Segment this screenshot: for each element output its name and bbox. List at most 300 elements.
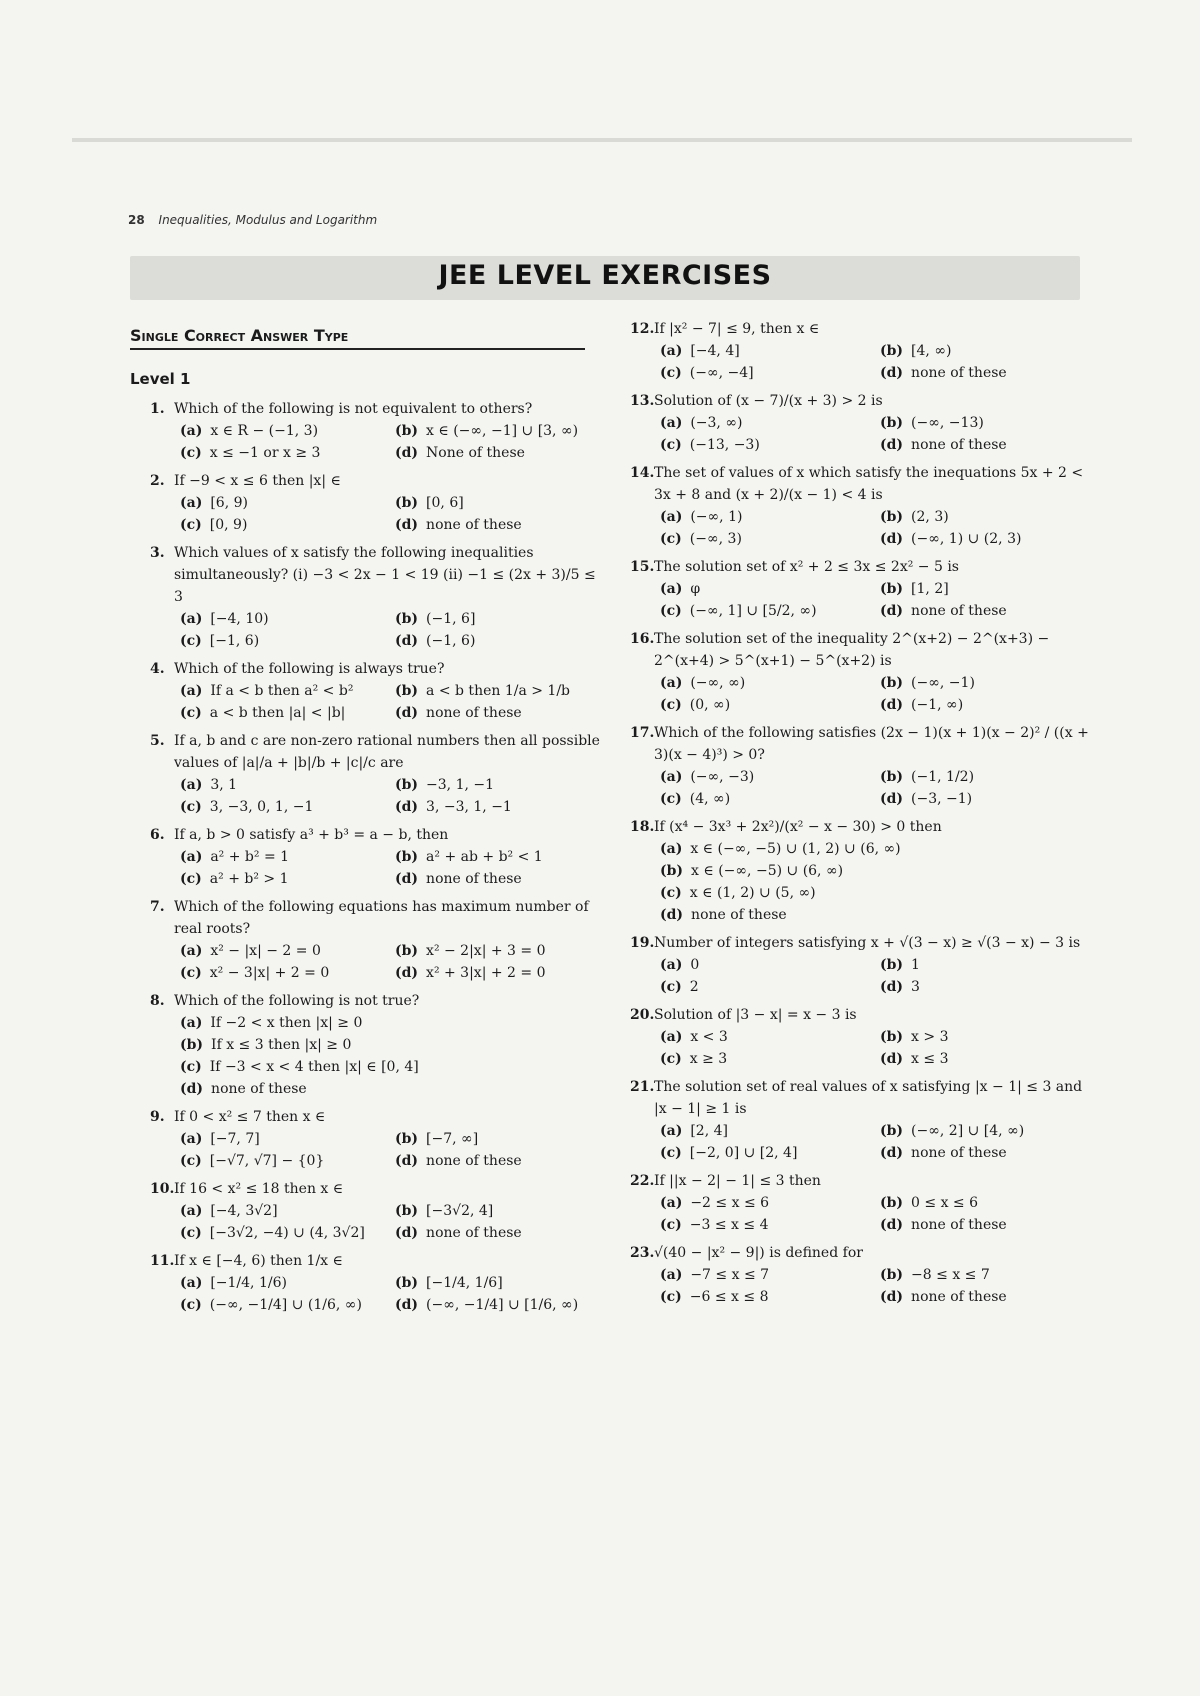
option-text: x < 3	[690, 1029, 728, 1045]
option-text: (4, ∞)	[689, 791, 731, 807]
option-label: (a)	[660, 343, 683, 359]
option-item	[180, 1034, 600, 1056]
option-item	[180, 608, 385, 630]
question-item	[150, 470, 600, 536]
option-text: [−3√2, −4) ∪ (4, 3√2]	[209, 1225, 365, 1241]
option-item	[180, 1128, 385, 1150]
option-label: (c)	[180, 1225, 202, 1241]
option-label: (a)	[660, 415, 683, 431]
options-grid	[180, 1012, 600, 1100]
option-text: (−1, 6]	[426, 611, 476, 627]
option-text: [1, 2]	[911, 581, 949, 597]
exercise-banner	[130, 256, 1080, 300]
option-label: (a)	[660, 509, 683, 525]
option-label: (b)	[880, 509, 904, 525]
question-number: 12.	[630, 321, 655, 337]
option-label: (a)	[180, 1203, 203, 1219]
option-item	[660, 1264, 870, 1286]
option-text: 0	[690, 957, 700, 973]
question-body	[654, 556, 1090, 622]
option-text: x² − 2|x| + 3 = 0	[426, 943, 546, 959]
question-text: The set of values of x which satisfy the inequations 5x + 2 < 3x + 8 and (x + 2)/(x − 1) < 4 is	[654, 465, 1084, 503]
option-text: (−∞, −1)	[911, 675, 975, 691]
option-item	[880, 528, 1090, 550]
option-item	[180, 1150, 385, 1172]
option-label: (c)	[180, 871, 202, 887]
question-body	[174, 896, 600, 984]
option-label: (b)	[395, 1131, 419, 1147]
question-item	[630, 816, 1090, 926]
option-label: (b)	[180, 1037, 204, 1053]
option-item	[180, 868, 385, 890]
option-label: (a)	[660, 1267, 683, 1283]
option-label: (a)	[660, 769, 683, 785]
option-item	[180, 1222, 385, 1244]
question-number: 5.	[150, 733, 165, 749]
option-item	[880, 362, 1090, 384]
question-number: 19.	[630, 935, 655, 951]
option-text: [−3√2, 4]	[426, 1203, 494, 1219]
option-label: (b)	[880, 1195, 904, 1211]
page-number: 28	[128, 213, 145, 227]
option-item	[395, 846, 600, 868]
option-label: (a)	[180, 611, 203, 627]
option-label: (a)	[660, 841, 683, 857]
question-body	[654, 722, 1090, 810]
level-title: Level 1	[130, 370, 191, 388]
options-grid	[660, 838, 1090, 926]
option-item	[180, 442, 385, 464]
option-label: (d)	[880, 1217, 904, 1233]
option-label: (d)	[880, 437, 904, 453]
question-text: If a, b and c are non-zero rational numbers then all possible values of |a|/a + |b|/b + |c|/c are	[174, 733, 600, 771]
book-title: Inequalities, Modulus and Logarithm	[158, 213, 378, 227]
option-text: −3, 1, −1	[426, 777, 495, 793]
question-item	[150, 1106, 600, 1172]
options-grid	[180, 846, 600, 890]
options-grid	[180, 420, 600, 464]
question-text: Which of the following is not true?	[174, 993, 420, 1009]
option-text: none of these	[426, 705, 522, 721]
option-item	[660, 506, 870, 528]
option-item	[880, 1120, 1090, 1142]
option-item	[180, 1056, 600, 1078]
question-number: 15.	[630, 559, 655, 575]
option-text: [4, ∞)	[911, 343, 952, 359]
option-item	[880, 600, 1090, 622]
question-number: 13.	[630, 393, 655, 409]
option-item	[880, 1192, 1090, 1214]
option-label: (b)	[880, 769, 904, 785]
option-label: (c)	[180, 705, 202, 721]
option-text: x ∈ R − (−1, 3)	[210, 423, 319, 439]
option-text: (−1, ∞)	[911, 697, 964, 713]
option-text: [−4, 4]	[690, 343, 740, 359]
option-label: (b)	[880, 1123, 904, 1139]
option-text: [2, 4]	[690, 1123, 728, 1139]
option-item	[880, 1264, 1090, 1286]
option-text: x ∈ (−∞, −5) ∪ (6, ∞)	[691, 863, 844, 879]
option-label: (d)	[660, 907, 684, 923]
option-item	[880, 1214, 1090, 1236]
option-label: (d)	[880, 1289, 904, 1305]
option-label: (d)	[880, 697, 904, 713]
option-label: (c)	[660, 365, 682, 381]
option-item	[395, 608, 600, 630]
option-item	[180, 1200, 385, 1222]
option-text: x ∈ (1, 2) ∪ (5, ∞)	[689, 885, 816, 901]
option-text: (2, 3)	[911, 509, 949, 525]
options-grid	[180, 774, 600, 818]
option-text: (−∞, −13)	[911, 415, 984, 431]
option-item	[395, 868, 600, 890]
option-text: (−∞, 2] ∪ [4, ∞)	[911, 1123, 1025, 1139]
option-text: [−1, 6)	[209, 633, 260, 649]
question-text: The solution set of real values of x satisfying |x − 1| ≤ 3 and |x − 1| ≥ 1 is	[654, 1079, 1083, 1117]
option-text: x ≤ 3	[911, 1051, 949, 1067]
option-item	[880, 788, 1090, 810]
question-text: If a, b > 0 satisfy a³ + b³ = a − b, then	[174, 827, 449, 843]
option-text: [−7, 7]	[210, 1131, 260, 1147]
option-text: −7 ≤ x ≤ 7	[690, 1267, 770, 1283]
question-number: 2.	[150, 473, 165, 489]
question-item	[150, 730, 600, 818]
option-item	[660, 434, 870, 456]
option-item	[395, 1128, 600, 1150]
option-text: none of these	[426, 871, 522, 887]
option-item	[395, 702, 600, 724]
question-number: 6.	[150, 827, 165, 843]
question-number: 1.	[150, 401, 165, 417]
option-item	[880, 434, 1090, 456]
option-label: (c)	[180, 517, 202, 533]
option-label: (d)	[395, 517, 419, 533]
option-text: 3, 1	[210, 777, 238, 793]
option-label: (d)	[880, 791, 904, 807]
option-item	[660, 1142, 870, 1164]
option-text: [−4, 3√2]	[210, 1203, 278, 1219]
section-title: Single Correct Answer Type	[130, 326, 585, 350]
option-label: (a)	[660, 1195, 683, 1211]
question-text: Which of the following is not equivalent to others?	[174, 401, 533, 417]
option-text: 3	[911, 979, 920, 995]
options-grid	[180, 1200, 600, 1244]
question-body	[654, 1004, 1090, 1070]
option-text: (−∞, −1/4] ∪ [1/6, ∞)	[426, 1297, 579, 1313]
option-item	[180, 774, 385, 796]
option-item	[395, 680, 600, 702]
option-label: (c)	[180, 1059, 202, 1075]
option-text: (−1, 1/2)	[911, 769, 975, 785]
option-item	[395, 1200, 600, 1222]
option-item	[180, 630, 385, 652]
option-item	[660, 860, 1090, 882]
option-label: (d)	[395, 1297, 419, 1313]
question-item	[630, 1076, 1090, 1164]
question-text: Which of the following is always true?	[174, 661, 445, 677]
option-label: (b)	[880, 343, 904, 359]
option-item	[395, 940, 600, 962]
question-number: 10.	[150, 1181, 175, 1197]
option-text: (−13, −3)	[689, 437, 760, 453]
question-item	[150, 1178, 600, 1244]
options-grid	[660, 412, 1090, 456]
option-label: (c)	[660, 697, 682, 713]
option-text: a < b then |a| < |b|	[209, 705, 346, 721]
option-text: [6, 9)	[210, 495, 248, 511]
option-text: 3, −3, 1, −1	[426, 799, 512, 815]
question-text: If −9 < x ≤ 6 then |x| ∈	[174, 473, 341, 489]
option-item	[395, 630, 600, 652]
option-text: none of these	[911, 365, 1007, 381]
options-grid	[660, 1192, 1090, 1236]
question-text: Which of the following equations has maximum number of real roots?	[174, 899, 589, 937]
question-body	[174, 658, 600, 724]
option-label: (c)	[660, 531, 682, 547]
option-label: (c)	[660, 603, 682, 619]
option-item	[180, 796, 385, 818]
option-label: (d)	[395, 871, 419, 887]
question-body	[174, 542, 600, 652]
question-body	[174, 1106, 600, 1172]
option-text: [−1/4, 1/6]	[426, 1275, 503, 1291]
option-label: (d)	[880, 979, 904, 995]
option-item	[180, 846, 385, 868]
question-body	[654, 932, 1090, 998]
question-body	[174, 470, 600, 536]
options-grid	[660, 1120, 1090, 1164]
option-item	[880, 954, 1090, 976]
option-label: (a)	[180, 849, 203, 865]
question-number: 21.	[630, 1079, 655, 1095]
option-label: (b)	[395, 1275, 419, 1291]
question-text: √(40 − |x² − 9|) is defined for	[654, 1245, 863, 1261]
question-body	[654, 1076, 1090, 1164]
question-item	[150, 658, 600, 724]
option-label: (d)	[395, 445, 419, 461]
option-text: x² − 3|x| + 2 = 0	[209, 965, 330, 981]
option-label: (b)	[395, 943, 419, 959]
option-item	[880, 672, 1090, 694]
question-text: The solution set of x² + 2 ≤ 3x ≤ 2x² − 5 is	[654, 559, 959, 575]
options-grid	[660, 672, 1090, 716]
option-item	[660, 766, 870, 788]
option-item	[395, 774, 600, 796]
option-item	[660, 600, 870, 622]
option-text: (−3, −1)	[911, 791, 973, 807]
question-body	[654, 462, 1090, 550]
option-text: (−1, 6)	[426, 633, 476, 649]
option-item	[660, 528, 870, 550]
option-text: (0, ∞)	[689, 697, 731, 713]
option-label: (a)	[180, 1131, 203, 1147]
question-body	[174, 398, 600, 464]
option-item	[180, 962, 385, 984]
option-item	[660, 1192, 870, 1214]
option-label: (c)	[180, 965, 202, 981]
option-item	[660, 1120, 870, 1142]
options-grid	[660, 1026, 1090, 1070]
option-label: (b)	[395, 423, 419, 439]
option-item	[660, 672, 870, 694]
running-header	[128, 213, 377, 227]
option-item	[180, 1078, 600, 1100]
option-text: none of these	[691, 907, 787, 923]
question-text: Solution of |3 − x| = x − 3 is	[654, 1007, 857, 1023]
option-item	[880, 1286, 1090, 1308]
option-item	[180, 680, 385, 702]
question-item	[630, 722, 1090, 810]
option-label: (c)	[660, 885, 682, 901]
option-label: (c)	[180, 799, 202, 815]
question-text: If |x² − 7| ≤ 9, then x ∈	[654, 321, 820, 337]
option-item	[180, 514, 385, 536]
option-item	[395, 962, 600, 984]
option-item	[660, 694, 870, 716]
option-label: (b)	[395, 849, 419, 865]
option-label: (a)	[660, 1123, 683, 1139]
option-item	[660, 954, 870, 976]
option-item	[880, 976, 1090, 998]
option-label: (c)	[660, 1051, 682, 1067]
option-label: (b)	[395, 1203, 419, 1219]
question-item	[150, 1250, 600, 1316]
question-item	[150, 398, 600, 464]
option-label: (b)	[395, 611, 419, 627]
option-text: If x ≤ 3 then |x| ≥ 0	[211, 1037, 352, 1053]
option-label: (b)	[880, 1267, 904, 1283]
option-item	[395, 442, 600, 464]
option-label: (b)	[880, 581, 904, 597]
options-grid	[660, 578, 1090, 622]
option-text: a² + b² = 1	[210, 849, 290, 865]
question-number: 18.	[630, 819, 655, 835]
option-item	[395, 420, 600, 442]
question-item	[630, 1242, 1090, 1308]
options-grid	[660, 506, 1090, 550]
option-text: 1	[911, 957, 920, 973]
question-body	[654, 1242, 1090, 1308]
option-item	[880, 578, 1090, 600]
option-text: none of these	[426, 1225, 522, 1241]
option-item	[180, 492, 385, 514]
options-grid	[660, 954, 1090, 998]
question-body	[654, 628, 1090, 716]
question-number: 3.	[150, 545, 165, 561]
question-number: 7.	[150, 899, 165, 915]
option-label: (c)	[180, 633, 202, 649]
option-text: [−√7, √7] − {0}	[209, 1153, 325, 1169]
question-body	[174, 1178, 600, 1244]
option-item	[660, 1048, 870, 1070]
option-text: (−∞, 1) ∪ (2, 3)	[911, 531, 1022, 547]
question-item	[630, 1004, 1090, 1070]
option-label: (a)	[180, 423, 203, 439]
option-label: (a)	[180, 777, 203, 793]
option-text: x ≥ 3	[689, 1051, 728, 1067]
option-label: (c)	[660, 437, 682, 453]
question-item	[630, 390, 1090, 456]
option-text: φ	[690, 581, 701, 597]
options-grid	[660, 766, 1090, 810]
question-item	[150, 824, 600, 890]
option-label: (b)	[880, 957, 904, 973]
option-label: (d)	[880, 1051, 904, 1067]
option-text: a² + b² > 1	[209, 871, 289, 887]
option-item	[660, 882, 1090, 904]
option-label: (a)	[660, 957, 683, 973]
option-item	[660, 838, 1090, 860]
option-text: x ∈ (−∞, −1] ∪ [3, ∞)	[426, 423, 579, 439]
option-text: (−∞, 1] ∪ [5/2, ∞)	[689, 603, 817, 619]
option-text: −8 ≤ x ≤ 7	[911, 1267, 990, 1283]
option-text: none of these	[426, 1153, 522, 1169]
option-label: (d)	[395, 1225, 419, 1241]
option-text: [0, 6]	[426, 495, 464, 511]
question-item	[630, 318, 1090, 384]
option-label: (d)	[395, 965, 419, 981]
option-text: x² − |x| − 2 = 0	[210, 943, 321, 959]
option-item	[660, 976, 870, 998]
option-item	[395, 796, 600, 818]
question-number: 11.	[150, 1253, 175, 1269]
option-text: none of these	[911, 1217, 1007, 1233]
option-item	[660, 788, 870, 810]
right-column	[630, 318, 1090, 1314]
option-item	[660, 1214, 870, 1236]
question-number: 8.	[150, 993, 165, 1009]
option-text: 2	[689, 979, 699, 995]
question-body	[654, 1170, 1090, 1236]
option-item	[395, 1272, 600, 1294]
options-grid	[180, 1128, 600, 1172]
question-item	[630, 462, 1090, 550]
option-text: If −2 < x then |x| ≥ 0	[210, 1015, 363, 1031]
question-item	[150, 896, 600, 984]
options-grid	[180, 492, 600, 536]
option-label: (a)	[180, 495, 203, 511]
question-number: 17.	[630, 725, 655, 741]
option-label: (d)	[180, 1081, 204, 1097]
option-text: (−∞, 1)	[690, 509, 743, 525]
question-text: If 0 < x² ≤ 7 then x ∈	[174, 1109, 326, 1125]
option-item	[660, 1286, 870, 1308]
banner-title: JEE LEVEL EXERCISES	[438, 260, 772, 291]
question-text: Solution of (x − 7)/(x + 3) > 2 is	[654, 393, 883, 409]
option-label: (c)	[180, 1153, 202, 1169]
option-label: (d)	[395, 799, 419, 815]
question-body	[174, 1250, 600, 1316]
option-label: (c)	[660, 1217, 682, 1233]
option-item	[880, 694, 1090, 716]
option-text: (−∞, −4]	[689, 365, 754, 381]
option-label: (a)	[180, 1275, 203, 1291]
question-number: 23.	[630, 1245, 655, 1261]
option-text: (−∞, 3)	[689, 531, 742, 547]
options-grid	[180, 1272, 600, 1316]
option-item	[395, 514, 600, 536]
option-text: (−∞, ∞)	[690, 675, 746, 691]
question-item	[630, 1170, 1090, 1236]
option-label: (b)	[395, 683, 419, 699]
option-label: (a)	[660, 581, 683, 597]
option-text: none of these	[911, 603, 1007, 619]
question-text: If (x⁴ − 3x³ + 2x²)/(x² − x − 30) > 0 then	[654, 819, 942, 835]
question-number: 20.	[630, 1007, 655, 1023]
option-item	[660, 340, 870, 362]
option-label: (d)	[395, 633, 419, 649]
option-item	[180, 702, 385, 724]
